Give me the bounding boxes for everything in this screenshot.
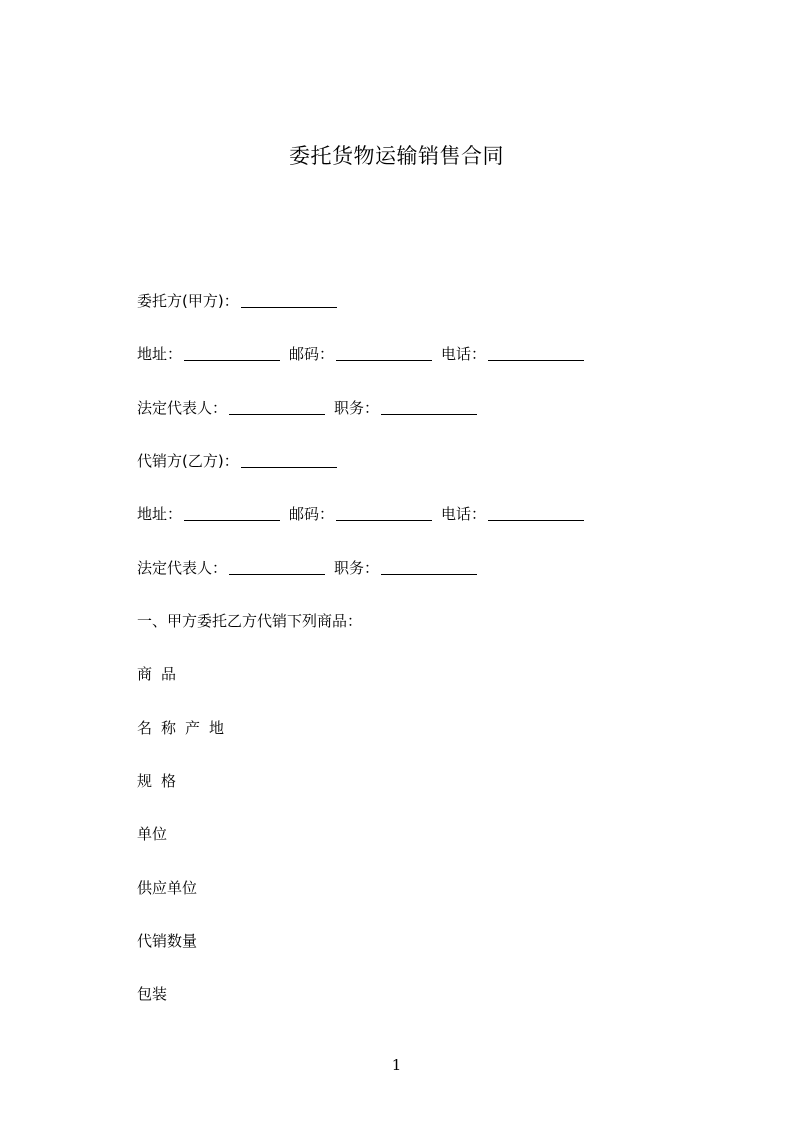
party-a-contact-line — [137, 344, 584, 364]
party-b-label: 代销方(乙方)： — [137, 452, 239, 470]
field-goods: 商品 — [137, 665, 186, 683]
party-b-position-blank — [381, 560, 477, 575]
document-title: 委托货物运输销售合同 — [289, 144, 504, 168]
party-b-address-label: 地址： — [137, 505, 183, 523]
field-consignment-quantity: 代销数量 — [137, 932, 198, 950]
party-b-phone-blank — [488, 506, 584, 521]
section-1-heading: 一、甲方委托乙方代销下列商品： — [137, 612, 363, 630]
field-specification: 规格 — [137, 772, 186, 790]
party-a-rep-label: 法定代表人： — [137, 399, 228, 417]
field-name-origin: 名称产地 — [137, 719, 234, 737]
field-unit: 单位 — [137, 825, 168, 843]
party-a-address-label: 地址： — [137, 345, 183, 363]
party-a-label: 委托方(甲方)： — [137, 292, 239, 310]
party-b-postcode-label: 邮码： — [289, 505, 335, 523]
party-a-rep-line — [137, 398, 477, 418]
party-b-postcode-blank — [336, 506, 432, 521]
party-b-contact-line — [137, 504, 584, 524]
party-b-line — [137, 451, 337, 471]
party-b-blank — [241, 453, 337, 468]
party-a-address-blank — [184, 346, 280, 361]
party-a-line — [137, 291, 337, 311]
field-supplier: 供应单位 — [137, 879, 198, 897]
party-b-rep-blank — [229, 560, 325, 575]
party-a-rep-blank — [229, 400, 325, 415]
party-a-blank — [241, 293, 337, 308]
party-b-position-label: 职务： — [334, 559, 380, 577]
party-a-position-label: 职务： — [334, 399, 380, 417]
party-b-address-blank — [184, 506, 280, 521]
party-a-phone-label: 电话： — [441, 345, 487, 363]
party-a-postcode-label: 邮码： — [289, 345, 335, 363]
party-a-postcode-blank — [336, 346, 432, 361]
field-packaging: 包装 — [137, 985, 168, 1003]
party-b-rep-line — [137, 558, 477, 578]
page-number: 1 — [391, 1056, 402, 1074]
party-a-position-blank — [381, 400, 477, 415]
party-b-phone-label: 电话： — [441, 505, 487, 523]
party-b-rep-label: 法定代表人： — [137, 559, 228, 577]
party-a-phone-blank — [488, 346, 584, 361]
